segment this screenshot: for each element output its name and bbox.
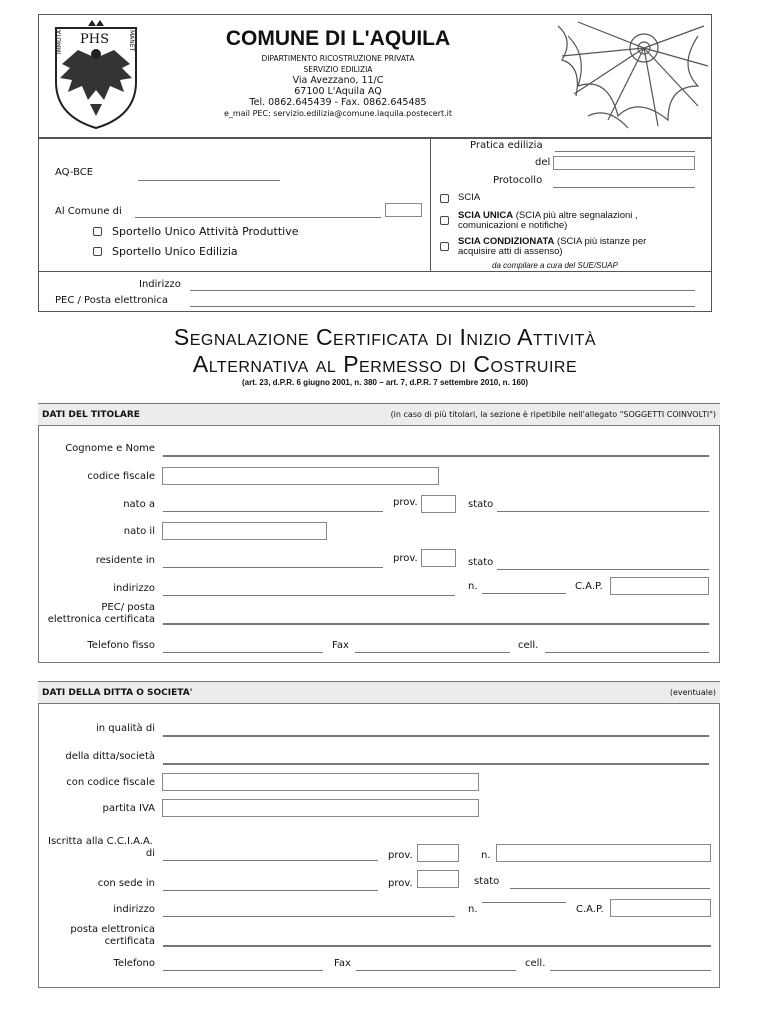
del-label: del <box>535 157 551 168</box>
titolare-heading-note: (in caso di più titolari, la sezione è ripetibile nell'allegato "SOGGETTI COINVOLTI") <box>390 410 716 419</box>
sede-stato-input[interactable] <box>510 888 710 889</box>
nato-il-field[interactable] <box>162 522 327 540</box>
scia-label: SCIA <box>458 192 481 203</box>
scia-checkbox[interactable] <box>440 194 449 203</box>
scia-unica-label <box>458 211 638 231</box>
telefono-input[interactable] <box>163 652 323 653</box>
ditta-civico-input[interactable] <box>482 902 566 917</box>
partita-iva-field[interactable] <box>162 799 479 817</box>
scia-unica-checkbox[interactable] <box>440 216 449 225</box>
aq-bce-input[interactable] <box>138 180 280 181</box>
nato-a-label: nato a <box>123 499 155 510</box>
cciaa-label-1: Iscritta alla C.C.I.A.A. <box>48 836 153 847</box>
cciaa-input[interactable] <box>163 860 378 861</box>
sede-input[interactable] <box>163 890 378 891</box>
email-line: e_mail PEC: servizio.edilizia@comune.laquila.postecert.it <box>223 109 453 118</box>
document-title-line-1: Segnalazione Certificata di Inizio Attività <box>173 324 597 350</box>
scia-unica-bold: SCIA UNICA <box>458 210 514 221</box>
pec-titolare-label-2: elettronica certificata <box>47 614 155 625</box>
letterhead-details <box>150 53 526 119</box>
protocollo-input[interactable] <box>553 187 695 188</box>
qualita-input[interactable] <box>163 735 709 737</box>
sede-prov-field[interactable] <box>417 870 459 888</box>
ditta-cf-field[interactable] <box>162 773 479 791</box>
fax-label: Fax <box>332 640 349 651</box>
codice-fiscale-label: codice fiscale <box>87 471 155 482</box>
ditta-cf-label: con codice fiscale <box>66 777 155 788</box>
civico-label: n. <box>468 581 478 592</box>
fax-input[interactable] <box>355 652 510 653</box>
address-line-2: 67100 L'Aquila AQ <box>294 86 382 97</box>
rose-window-illustration <box>548 16 710 136</box>
sue-suap-note: da compilare a cura del SUE/SUAP <box>492 261 618 270</box>
al-comune-label: Al Comune di <box>55 206 122 217</box>
ditta-posta-input[interactable] <box>163 945 711 947</box>
dept-line-1: DIPARTIMENTO RICOSTRUZIONE PRIVATA <box>261 54 415 63</box>
cell-label: cell. <box>518 640 539 651</box>
civico-input[interactable] <box>482 593 566 594</box>
scia-unica-desc: (SCIA più altre segnalazioni , <box>513 210 638 221</box>
sue-label: Sportello Unico Edilizia <box>112 245 238 258</box>
telefono-label: Telefono fisso <box>87 640 155 651</box>
indirizzo-titolare-input[interactable] <box>163 595 455 596</box>
ditta-posta-label-1: posta elettronica <box>70 924 155 935</box>
nato-prov-field[interactable] <box>421 495 456 513</box>
al-comune-code-field[interactable] <box>385 203 422 217</box>
partita-iva-label: partita IVA <box>102 803 155 814</box>
residente-stato-label: stato <box>468 557 494 568</box>
nato-stato-input[interactable] <box>497 511 709 512</box>
scia-unica-desc-2: comunicazioni e notifiche) <box>458 220 568 231</box>
ditta-cap-label: C.A.P. <box>576 904 604 915</box>
pratica-label: Pratica edilizia <box>470 140 543 151</box>
residente-label: residente in <box>95 555 155 566</box>
scia-condizionata-desc-2: acquisire atti di assenso) <box>458 246 563 257</box>
scia-condizionata-bold: SCIA CONDIZIONATA <box>458 236 555 247</box>
cap-label: C.A.P. <box>575 581 603 592</box>
ditta-civico-label: n. <box>468 904 478 915</box>
sede-label: con sede in <box>97 878 155 889</box>
residente-stato-input[interactable] <box>497 569 709 570</box>
indirizzo-label: Indirizzo <box>139 279 181 290</box>
titolare-heading: DATI DEL TITOLARE <box>42 410 140 420</box>
cciaa-n-label: n. <box>481 850 491 861</box>
nato-stato-label: stato <box>468 499 494 510</box>
ditta-section-header <box>38 681 720 703</box>
ditta-posta-label-2: certificata <box>104 936 155 947</box>
residente-prov-field[interactable] <box>421 549 456 567</box>
pec-label: PEC / Posta elettronica <box>55 295 168 306</box>
nato-prov-label: prov. <box>393 497 418 508</box>
ditta-heading-note: (eventuale) <box>669 688 716 697</box>
titolare-section-header <box>38 403 720 425</box>
codice-fiscale-field[interactable] <box>162 467 439 485</box>
coat-of-arms-emblem <box>48 20 144 132</box>
protocol-horizontal-divider <box>38 271 712 272</box>
protocollo-label: Protocollo <box>493 175 543 186</box>
sede-stato-label: stato <box>474 876 500 887</box>
ditta-cell-label: cell. <box>525 958 546 969</box>
cciaa-label <box>40 836 155 860</box>
pec-titolare-label-1: PEC/ posta <box>101 602 155 613</box>
ditta-fax-input[interactable] <box>356 970 516 971</box>
ditta-telefono-label: Telefono <box>113 958 155 969</box>
nato-a-input[interactable] <box>163 511 383 512</box>
ditta-telefono-input[interactable] <box>163 970 323 971</box>
cciaa-prov-label: prov. <box>388 850 413 861</box>
al-comune-input[interactable] <box>135 217 381 218</box>
residente-input[interactable] <box>163 567 383 568</box>
emblem-center-text: PHS <box>80 32 109 47</box>
indirizzo-input[interactable] <box>190 290 695 291</box>
ditta-indirizzo-label: indirizzo <box>113 904 155 915</box>
scia-condizionata-desc: (SCIA più istanze per <box>554 236 647 247</box>
cciaa-prov-field[interactable] <box>417 844 459 862</box>
ditta-label: della ditta/società <box>65 751 155 762</box>
cap-field[interactable] <box>610 577 709 595</box>
ditta-indirizzo-input[interactable] <box>163 916 455 917</box>
pec-titolare-input[interactable] <box>163 623 709 625</box>
dept-line-2: SERVIZIO EDILIZIA <box>303 65 373 74</box>
residente-prov-label: prov. <box>393 553 418 564</box>
ditta-cap-field[interactable] <box>610 899 711 917</box>
emblem-left-text: IMMOTA <box>56 30 63 55</box>
ditta-input[interactable] <box>163 763 709 765</box>
address-line-1: Via Avezzano, 11/C <box>292 75 384 86</box>
cognome-label: Cognome e Nome <box>65 443 155 454</box>
sede-prov-label: prov. <box>388 878 413 889</box>
cciaa-label-2: di <box>145 848 155 859</box>
ditta-cell-input[interactable] <box>550 970 711 971</box>
indirizzo-titolare-label: indirizzo <box>113 583 155 594</box>
cell-input[interactable] <box>545 652 709 653</box>
document-title-line-2: Alternativa al Permesso di Costruire <box>192 351 578 377</box>
suap-checkbox[interactable] <box>93 227 102 236</box>
nato-il-label: nato il <box>123 526 155 537</box>
emblem-right-text: MANET <box>128 30 135 52</box>
pec-input[interactable] <box>190 306 695 307</box>
cciaa-n-field[interactable] <box>496 844 711 862</box>
protocol-vertical-divider <box>430 138 431 271</box>
legal-reference: (art. 23, d.P.R. 6 giugno 2001, n. 380 – art. 7, d.P.R. 7 settembre 2010, n. 160) <box>241 378 529 387</box>
ditta-fax-label: Fax <box>334 958 351 969</box>
ditta-posta-label <box>40 924 155 948</box>
suap-label: Sportello Unico Attività Produttive <box>112 225 299 238</box>
phone-line: Tel. 0862.645439 - Fax. 0862.645485 <box>249 97 427 108</box>
sue-checkbox[interactable] <box>93 247 102 256</box>
del-date-field[interactable] <box>553 156 695 170</box>
aq-bce-label: AQ-BCE <box>55 167 94 178</box>
letterhead-title: COMUNE DI L'AQUILA <box>225 27 451 50</box>
titolare-section-body <box>38 425 720 663</box>
pec-titolare-label <box>40 602 155 626</box>
rose-window-icon <box>548 16 710 136</box>
scia-condizionata-label <box>458 237 646 257</box>
cognome-input[interactable] <box>163 455 709 457</box>
qualita-label: in qualità di <box>95 723 155 734</box>
pratica-input[interactable] <box>555 151 695 152</box>
scia-condizionata-checkbox[interactable] <box>440 242 449 251</box>
ditta-heading: DATI DELLA DITTA O SOCIETA' <box>42 688 193 698</box>
